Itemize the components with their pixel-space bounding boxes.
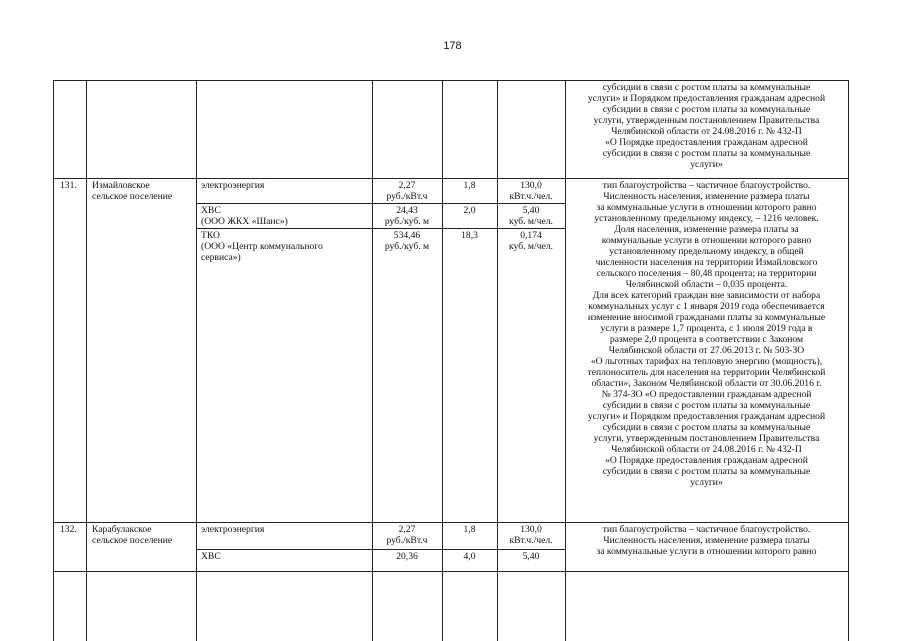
top-continuation-note: субсидии в связи с ростом платы за коммунальные услуги» и Порядком предоставления гражданам адресной субсидии в связи с ростом платы за коммунальные услуги, утвержденным постановлением Правительства Челябинской области от 24.08.2016 г. № 432-П «О Порядке предоставления гражданам адресной субсидии в связи с ростом платы за коммунальные услуги» [587,82,826,170]
row-note: тип благоустройства – частичное благоустройство. Численность населения, изменение размера платы за коммунальные услуги в отношении которого равно [596,524,817,557]
service-norm: 5,40 [522,551,540,562]
service-name: ХВС (ООО ЖКХ «Шанс») [201,205,288,227]
service-index: 18,3 [461,230,478,241]
settlement-name: Измайловское сельское поселение [92,180,173,202]
service-tariff: 20,36 [396,551,418,562]
row-divider [54,571,848,572]
service-tariff: 2,27 руб./кВт.ч [386,180,428,202]
row-number: 132. [60,524,77,535]
service-name: электроэнергия [201,180,265,191]
service-norm: 0,174 куб. м/чел. [509,230,553,252]
column-divider [196,81,197,641]
settlement-name: Карабулакское сельское поселение [92,524,173,546]
column-divider [86,81,87,641]
service-name: электроэнергия [201,524,265,535]
service-norm: 130,0 кВт.ч./чел. [509,180,553,202]
page-number: 178 [443,40,462,52]
service-tariff: 534,46 руб./куб. м [384,230,430,252]
row-divider [196,203,565,204]
service-index: 1,8 [463,524,476,535]
row-note: тип благоустройства – частичное благоустройство. Численность населения, изменение размера платы за коммунальные услуги в отношении которого равно установленному предельному индексу, – 1216 человек. Доля населения, изменение размера платы за коммунальные услуги в отношении которого равно установленному предельному индексу, в общей численности населения на территории Измайловского сельского поселения – 80,48 процента; на территории Челябинской области – 0,035 процента. Для всех категорий граждан вне зависимости от набора коммунальных услуг с 1 января 2019 года обеспечивается изменение вносимой гражданами платы за коммунальные услуги в размере 1,7 процента, с 1 июля 2019 года в размере 2,0 процента в соответствии с Законом Челябинской области от 27.06.2013 г. № 503-ЗО «О льготных тарифах на тепловую энергию (мощность), теплоноситель для населения на территории Челябинской области», Законом Челябинской области от 30.06.2016 г. № 374-ЗО «О предоставлении гражданам адресной субсидии в связи с ростом платы за коммунальные услуги» и Порядком предоставления гражданам адресной субсидии в связи с ростом платы за коммунальные услуги, утвержденным постановлением Правительства Челябинской области от 24.08.2016 г. № 432-П «О Порядке предоставления гражданам адресной субсидии в связи с ростом платы за коммунальные услуги» [587,180,826,488]
service-norm: 130,0 кВт.ч./чел. [509,524,553,546]
service-index: 2,0 [463,205,476,216]
service-tariff: 2,27 руб./кВт.ч [386,524,428,546]
row-divider [54,178,848,179]
service-name: ТКО (ООО «Центр коммунального сервиса») [201,230,323,263]
service-index: 1,8 [463,180,476,191]
service-index: 4,0 [463,551,476,562]
service-norm: 5,40 куб. м/чел. [509,205,553,227]
document-table [53,80,849,641]
service-name: ХВС [201,551,221,562]
row-divider [196,549,565,550]
row-divider [196,228,565,229]
row-number: 131. [60,180,77,191]
service-tariff: 24,43 руб./куб. м [384,205,430,227]
row-divider [54,522,848,523]
